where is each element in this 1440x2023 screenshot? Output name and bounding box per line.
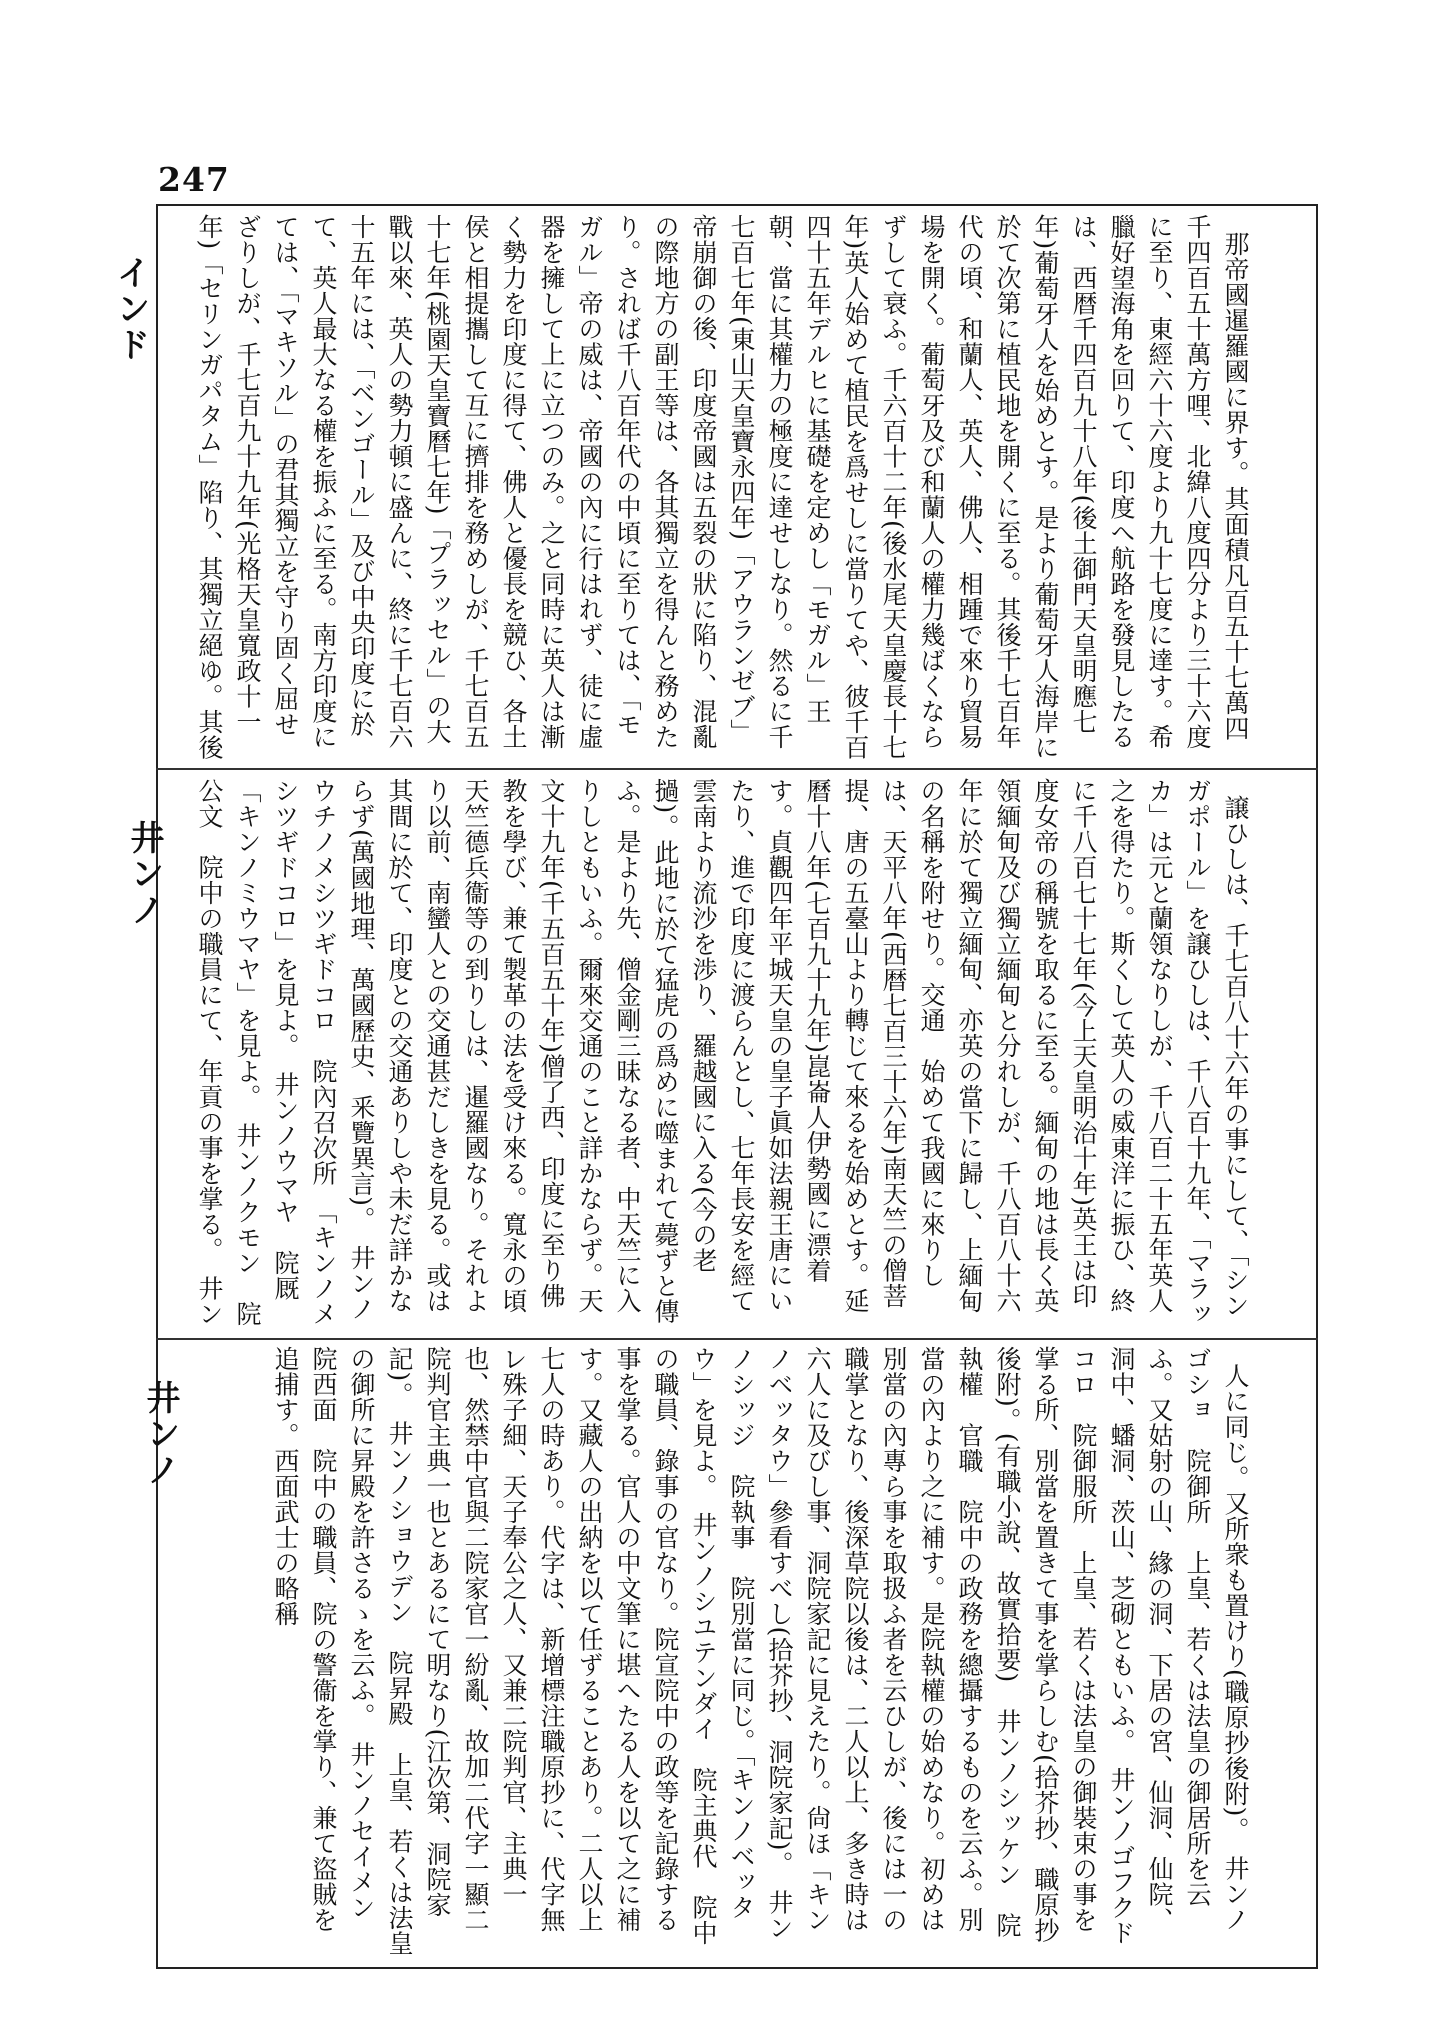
text-body-top: 那帝國暹羅國に界す。其面積凡百五十七萬四千四百五十萬方哩、北緯八度四分より三十六度に至り、東經六十六度より九十七度に達す。希臘好望海角を回りて、印度へ航路を發見したるは、西暦千四百九十八年(後土御門天皇明應七年)葡萄牙人を始めとす。是より葡萄牙人海岸に於て次第に植民地を開くに至る。其後千七百年代の頃、和蘭人、英人、佛人、相踵で來り貿易場を開く。葡萄牙及び和蘭人の權力幾ばくならずして衰ふ。千六百十二年(後水尾天皇慶長十七年)英人始めて植民を爲せしに當りてや、彼千百四十五年デルヒに基礎を定めし「モガル」王朝、當に其權力の極度に達せしなり。然るに千七百七年(東山天皇寶永四年)「アウランゼブ」帝崩御の後、印度帝國は五裂の狀に陷り、混亂の際地方の副王等は、各其獨立を得んと務めたり。されば千八百年代の中頃に至りては、「モガル」帝の威は、帝國の內に行はれず、徒に虛器を擁して上に立つのみ。之と同時に英人は漸く勢力を印度に得て、佛人と優長を競ひ、各土侯と相提攜して互に擠排を務めしが、千七百五十七年(桃園天皇寶曆七年)「プラッセル」の大戰以來、英人の勢力頓に盛んに、終に千七百六十五年には、「ベンゴール」及び中央印度に於て、英人最大なる權を振ふに至る。南方印度にては、「マキソル」の君其獨立を守り固く屈せざりしが、千七百九十九年(光格天皇寬政十一年)「セリンガパタム」陷り、其獨立絕ゆ。其後 (195, 214, 1250, 760)
section-middle-text (186, 778, 1292, 1330)
page-number: 247 (158, 160, 230, 199)
section-bottom-text (186, 1346, 1292, 1956)
text-body-bottom: 人に同じ。又所衆も置けり(職原抄後附)。 井ンノゴショ 院御所 上皇、若くは法皇の御居所を云ふ。又姑射の山、緣の洞、下居の宮、仙洞、仙院、洞中、蟠洞、茨山、芝砌ともいふ。 井ンノゴフクドコロ 院御服所 上皇、若くは法皇の御裝束の事を掌る所、別當を置きて事を掌らしむ(拾芥抄、職原抄後附)。(有職小說、故實拾要) 井ンノシッケン 院執權 官職 院中の政務を總攝するものを云ふ。別當の內より之に補す。是院執權の始めなり。初めは別當の內專ら事を取扱ふ者を云ひしが、後には一の職掌となり、後深草院以後は、二人以上、多き時は六人に及びし事、洞院家記に見えたり。尙ほ「キンノベッタウ」參看すべし(拾芥抄、洞院家記)。 井ンノシッジ 院執事 院別當に同じ。「キンノベッタウ」を見よ。 井ンノシユテンダイ 院主典代 院中の職員、錄事の官なり。院宣院中の政等を記錄する事を掌る。官人の中文筆に堪へたる人を以て之に補す。又藏人の出納を以て任ずることあり。二人以上七人の時あり。代字は、新增標注職原抄に、代字無レ殊子細、天子奉公之人、又兼二院判官、主典一也、然禁中官與二院家官一紛亂、故加二代字一顯二院判官主典一也とあるにて明なり(江次第、洞院家記)。 井ンノショウデン 院昇殿 上皇、若くは法皇の御所に昇殿を許さるゝを云ふ。 井ンノセイメン 院西面 院中の職員、院の警衞を掌り、兼て盜賊を追捕す。西面武士の略稱 (271, 1346, 1250, 1956)
text-body-middle: 譲ひしは、千七百八十六年の事にして、「シンガポール」を譲ひしは、千八百十九年、「マラッカ」は元と蘭領なりしが、千八百二十五年英人之を得たり。斯くして英人の威東洋に振ひ、終に千八百七十七年(今上天皇明治十年)英王は印度女帝の稱號を取るに至る。緬甸の地は長く英領緬甸及び獨立緬甸と分れしが、千八百八十六年に於て獨立緬甸、亦英の當下に歸し、上緬甸の名稱を附せり。交通 始めて我國に來りしは、天平八年(西暦七百三十六年)南天竺の僧菩提、唐の五臺山より轉じて來るを始めとす。延曆十八年(七百九十九年)崑崙人伊勢國に漂着す。貞觀四年平城天皇の皇子眞如法親王唐にいたり、進で印度に渡らんとし、七年長安を經て雲南より流沙を渉り、羅越國に入る(今の老撾)。此地に於て猛虎の爲めに噬まれて薨ずと傳ふ。是より先、僧金剛三昧なる者、中天竺に入りしともいふ。爾來交通のこと詳かならず。天文十九年(千五百五十年)僧了西、印度に至り佛教を學び、兼て製革の法を受け來る。寬永の頃天竺德兵衞等の到りしは、暹羅國なり。それより以前、南蠻人との交通甚だしきを見る。或は其間に於て、印度との交通ありしや未だ詳かならず(萬國地理、萬國歷史、釆覽異言)。 井ンノウチノメシツギドコロ 院內召次所 「キンノメシツギドコロ」を見よ。 井ンノウマヤ 院厩 「キンノミウマヤ」を見よ。 井ンノクモン 院公文 院中の職員にて、年貢の事を掌る。 井ン (195, 778, 1250, 1327)
margin-header-top: インド (110, 255, 150, 363)
margin-header-middle: 井ンノ (124, 820, 164, 928)
margin-header-bottom: 井ンノ (140, 1380, 180, 1488)
section-top-text (186, 214, 1292, 762)
section-divider-top (156, 768, 1318, 770)
section-divider-bottom (156, 1338, 1318, 1340)
